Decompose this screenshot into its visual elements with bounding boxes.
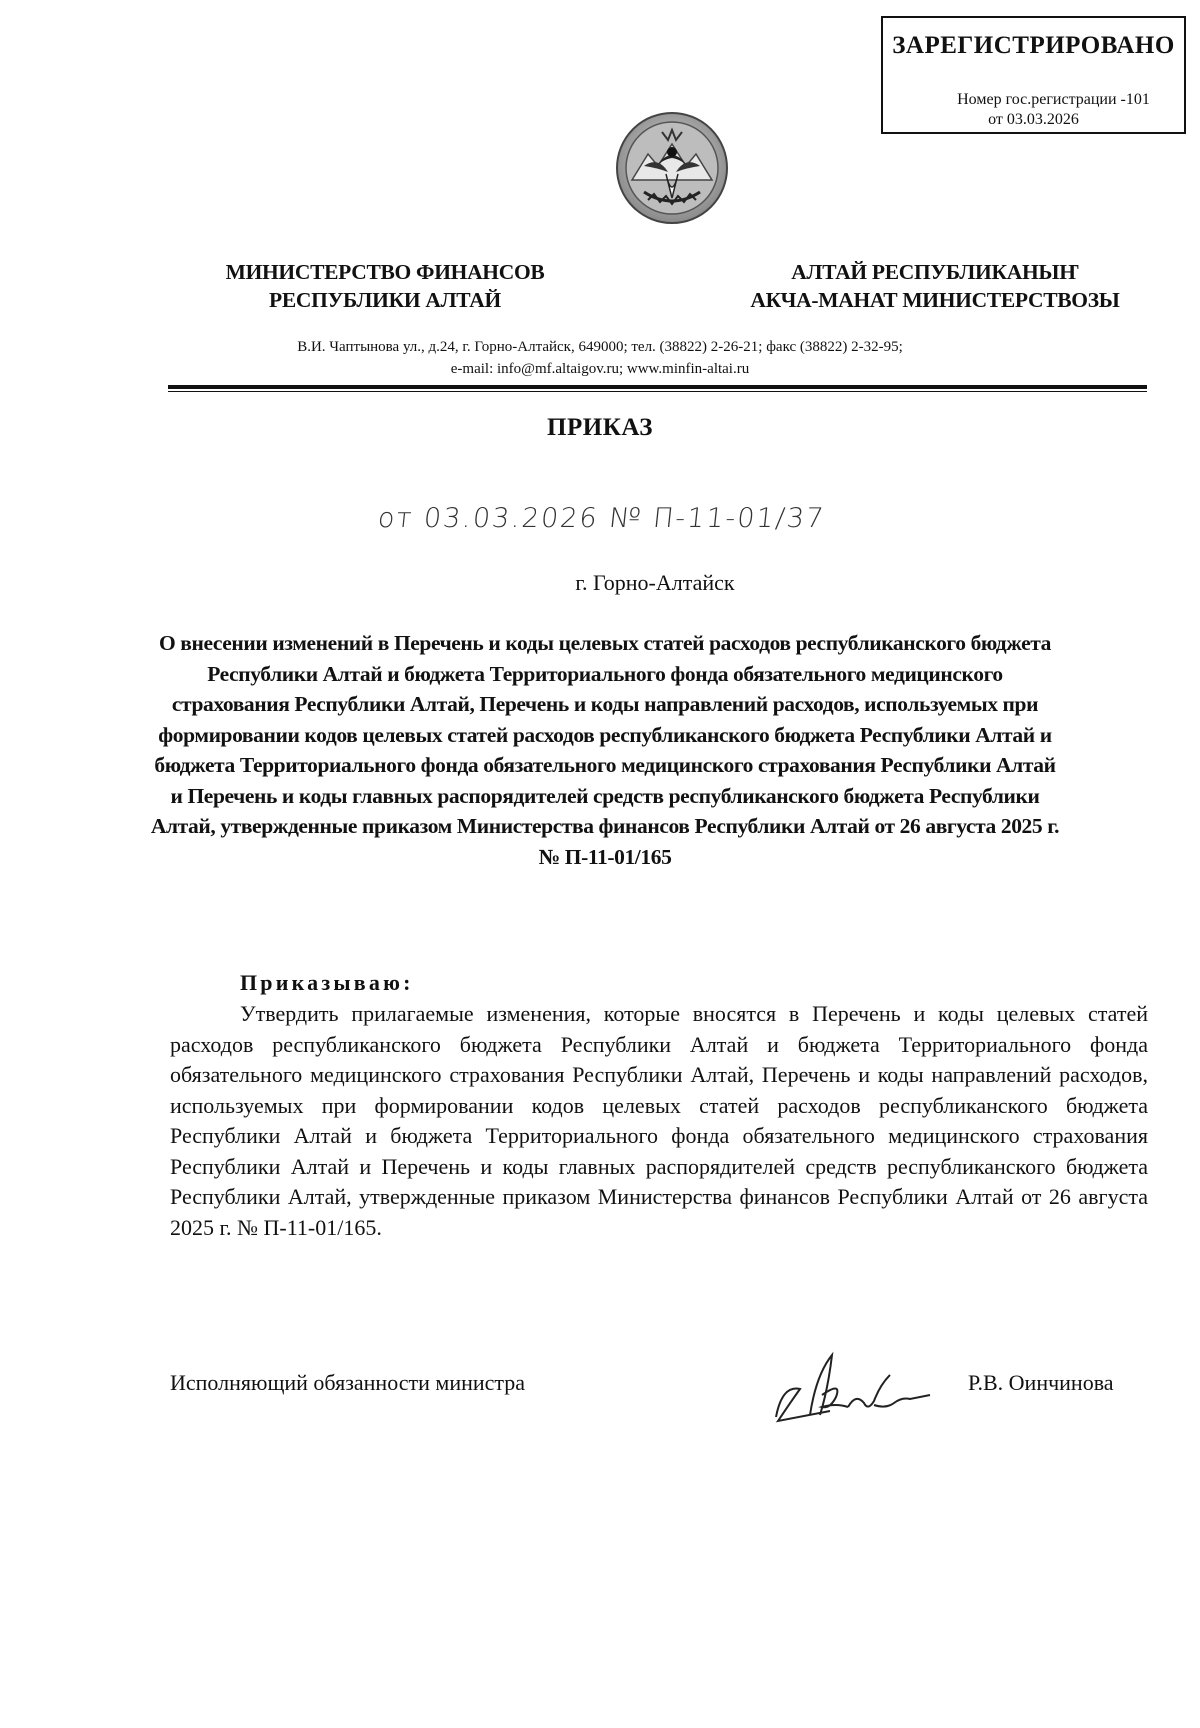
signatory-name: Р.В. Оинчинова (968, 1370, 1114, 1395)
org-ru-line1: МИНИСТЕРСТВО ФИНАНСОВ (225, 260, 545, 284)
stamp-reg-date: от 03.03.2026 (988, 111, 1079, 128)
handwritten-signature (770, 1345, 935, 1427)
address-block (150, 336, 1050, 380)
org-ru-line2: РЕСПУБЛИКИ АЛТАЙ (269, 288, 501, 312)
republic-altai-coat-of-arms-icon (614, 110, 730, 226)
order-word: Приказываю: (240, 970, 414, 995)
document-body: Утвердить прилагаемые изменения, которые вносятся в Перечень и коды целевых статей расходов республиканского бюджета Республики Алтай и бюджета Территориального фонда обязательного медицинского страхования Республики Алтай, Перечень и коды направлений расходов, используемых при формировании кодов целевых статей расходов республиканского бюджета Республики Алтай и бюджета Территориального фонда обязательного медицинского страхования Республики Алтай и Перечень и коды главных распорядителей средств республиканского бюджета Республики Алтай, утвержденные приказом Министерства финансов Республики Алтай от 26 августа 2025 г. № П-11-01/165. (170, 1001, 1148, 1240)
address-line2: e-mail: info@mf.altaigov.ru; www.minfin-altai.ru (450, 361, 750, 377)
org-alt-line1: АЛТАЙ РЕСПУБЛИКАНЫҤ (791, 260, 1079, 284)
stamp-reg-number: Номер гос.регистрации -101 (957, 91, 1150, 108)
document-type-title: ПРИКАЗ (547, 414, 653, 441)
org-name-altai (735, 258, 1135, 314)
header-divider-thin (168, 391, 1147, 392)
document-subject: О внесении изменений в Перечень и коды целевых статей расходов республиканского бюджета Республики Алтай и бюджета Территориального фонда обязательного медицинского страхования Республики Алтай, Перечень и коды направлений расходов, используемых при формировании кодов целевых статей расходов республиканского бюджета Республики Алтай и бюджета Территориального фонда обязательного медицинского страхования Республики Алтай и Перечень и коды главных распорядителей средств республиканского бюджета Республики Алтай, утвержденные приказом Министерства финансов Республики Алтай от 26 августа 2025 г. № П-11-01/165 (150, 631, 1060, 869)
org-name-russian (200, 258, 570, 314)
handwritten-date-number: от 03.03.2026 № П-11-01/37 (376, 503, 827, 534)
address-line1: В.И. Чаптынова ул., д.24, г. Горно-Алтайск, 649000; тел. (38822) 2-26-21; факс (38822) 2-32-95; (297, 339, 903, 355)
signatory-role: Исполняющий обязанности министра (170, 1370, 526, 1395)
header-divider-thick (168, 385, 1147, 389)
document-city: г. Горно-Алтайск (575, 570, 735, 595)
stamp-title: ЗАРЕГИСТРИРОВАНО (892, 32, 1175, 59)
org-alt-line2: АКЧА-МАНАТ МИНИСТЕРСТВОЗЫ (750, 288, 1120, 312)
registration-stamp (881, 16, 1186, 134)
